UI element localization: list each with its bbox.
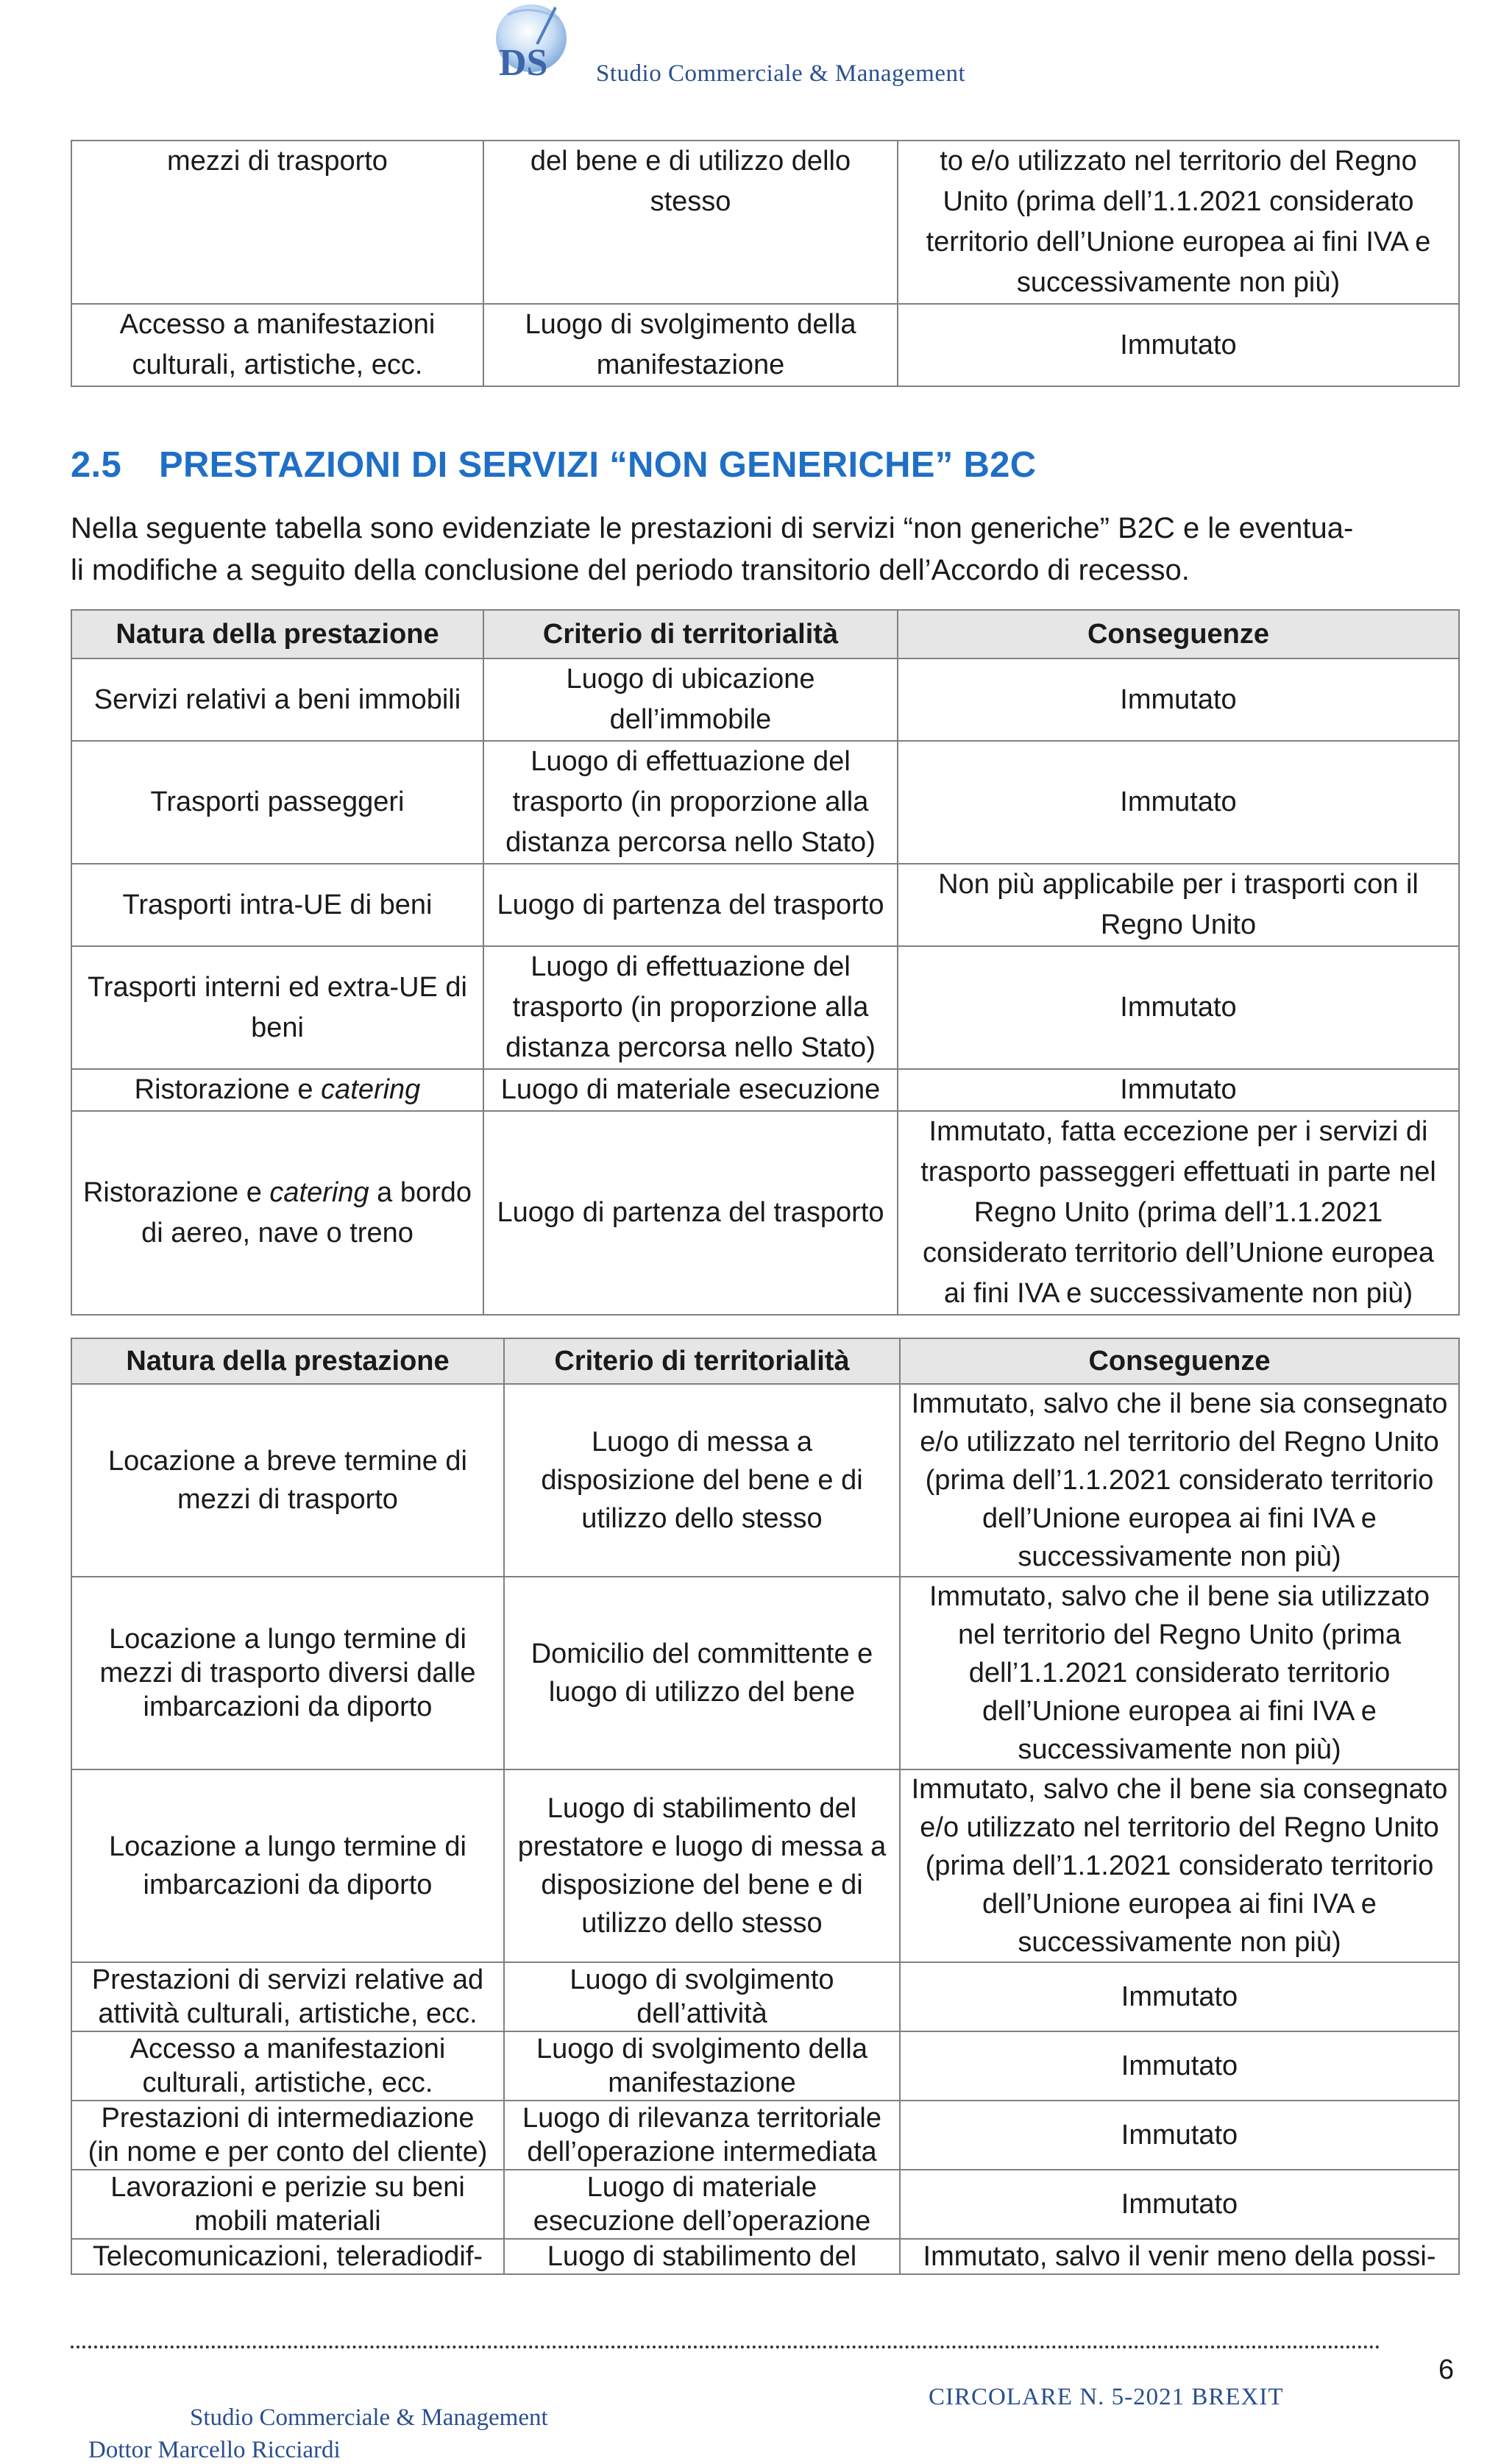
cell-text: Ristorazione e — [82, 1176, 262, 1208]
table-cell: Luogo di rilevanza territoriale dell’operazione intermediata — [504, 2101, 900, 2170]
table-cell: Luogo di messa a disposizione del bene e di utilizzo dello stesso — [504, 1384, 900, 1577]
table-cell — [71, 1111, 483, 1315]
table-cell: Luogo di materiale esecuzione dell’operazione — [504, 2170, 900, 2239]
cell-italic-text: catering — [269, 1176, 369, 1208]
table-cell: Luogo di effettuazione del trasporto (in proporzione alla distanza percorsa nello Stato) — [483, 946, 898, 1069]
table-cell: Immutato — [898, 304, 1459, 386]
table-cell: Trasporti intra-UE di beni — [71, 864, 483, 946]
column-header: Criterio di territorialità — [483, 610, 898, 658]
studio-logo-icon — [486, 0, 581, 87]
svg-text:DS: DS — [499, 42, 548, 84]
table-header-row — [71, 1338, 1459, 1384]
section-intro — [71, 508, 1461, 592]
table-cell: Prestazioni di servizi relative ad attività culturali, artistiche, ecc. — [71, 1962, 504, 2031]
table-cell: Immutato, salvo che il bene sia utilizzato nel territorio del Regno Unito (prima dell’1.1.2021 considerato territorio dell’Unione europea ai fini IVA e successivamente non più) — [900, 1577, 1459, 1769]
table-cell: Trasporti passeggeri — [71, 741, 483, 864]
table-cell: Luogo di svolgimento della manifestazione — [504, 2031, 900, 2101]
cell-text: a bordo di aereo, nave o treno — [141, 1176, 472, 1249]
table-row — [71, 1111, 1459, 1315]
table-row — [71, 864, 1459, 946]
table-cell: Luogo di stabilimento del prestatore e luogo di messa a disposizione del bene e di utilizzo dello stesso — [504, 1769, 900, 1962]
table-cell: Domicilio del committente e luogo di utilizzo del bene — [504, 1577, 900, 1769]
intro-line: li modifiche a seguito della conclusione del periodo transitorio dell’Accordo di recesso. — [71, 554, 1190, 586]
table-cell: Prestazioni di intermediazione (in nome e per conto del cliente) — [71, 2101, 504, 2170]
intro-line: Nella seguente tabella sono evidenziate le prestazioni di servizi “non generiche” B2C e le eventua- — [71, 512, 1354, 544]
table-cell: mezzi di trasporto — [71, 141, 483, 304]
column-header: Conseguenze — [900, 1338, 1459, 1384]
table-cell: Immutato — [898, 658, 1459, 741]
table-cell: Accesso a manifestazioni culturali, artistiche, ecc. — [71, 2031, 504, 2101]
table-row — [71, 1384, 1459, 1577]
table-row — [71, 741, 1459, 864]
table-cell: Luogo di stabilimento del — [504, 2239, 900, 2274]
table-cell: del bene e di utilizzo dello stesso — [483, 141, 898, 304]
section-number: 2.5 — [71, 445, 122, 485]
footer-author: Dottor Marcello Ricciardi — [88, 2437, 341, 2463]
footer-brand: Studio Commerciale & Management — [190, 2404, 548, 2431]
table-row — [71, 141, 1459, 304]
table-cell: Immutato — [898, 946, 1459, 1069]
table-cell: to e/o utilizzato nel territorio del Regno Unito (prima dell’1.1.2021 considerato territorio dell’Unione europea ai fini IVA e successivamente non più) — [898, 141, 1459, 304]
column-header: Natura della prestazione — [71, 610, 483, 658]
services-table-second — [71, 1338, 1460, 2275]
table-cell: Immutato — [900, 2101, 1459, 2170]
table-row — [71, 2101, 1459, 2170]
table-continued — [71, 140, 1460, 387]
table-cell — [71, 1069, 483, 1111]
brand-name: Studio Commerciale & Management — [596, 60, 966, 87]
section-title — [71, 444, 1036, 486]
table-header-row — [71, 610, 1459, 658]
table-cell: Immutato — [900, 2031, 1459, 2101]
services-table — [71, 609, 1460, 1316]
table-row — [71, 946, 1459, 1069]
page-number: 6 — [1438, 2354, 1455, 2385]
table-row — [71, 1069, 1459, 1111]
table-cell: Telecomunicazioni, teleradiodif- — [71, 2239, 504, 2274]
cell-italic-text: catering — [321, 1074, 421, 1105]
circular-reference: CIRCOLARE N. 5-2021 BREXIT — [929, 2384, 1284, 2410]
table-cell: Trasporti interni ed extra-UE di beni — [71, 946, 483, 1069]
column-header: Natura della prestazione — [71, 1338, 504, 1384]
table-cell: Immutato — [900, 1962, 1459, 2031]
table-row — [71, 1962, 1459, 2031]
table-cell: Locazione a breve termine di mezzi di trasporto — [71, 1384, 504, 1577]
column-header: Criterio di territorialità — [504, 1338, 900, 1384]
table-row — [71, 2170, 1459, 2239]
table-cell: Locazione a lungo termine di mezzi di trasporto diversi dalle imbarcazioni da diporto — [71, 1577, 504, 1769]
table-cell: Immutato — [898, 1069, 1459, 1111]
table-cell: Immutato, salvo che il bene sia consegnato e/o utilizzato nel territorio del Regno Unito (prima dell’1.1.2021 considerato territorio dell’Unione europea ai fini IVA e successivamente non più) — [900, 1384, 1459, 1577]
table-row — [71, 2239, 1459, 2274]
table-cell: Immutato, salvo il venir meno della possi- — [900, 2239, 1459, 2274]
table-cell: Servizi relativi a beni immobili — [71, 658, 483, 741]
table-cell: Luogo di effettuazione del trasporto (in proporzione alla distanza percorsa nello Stato) — [483, 741, 898, 864]
table-row — [71, 304, 1459, 386]
table-cell: Luogo di ubicazione dell’immobile — [483, 658, 898, 741]
table-cell: Accesso a manifestazioni culturali, artistiche, ecc. — [71, 304, 483, 386]
table-cell: Locazione a lungo termine di imbarcazioni da diporto — [71, 1769, 504, 1962]
table-row — [71, 1577, 1459, 1769]
table-cell: Immutato, fatta eccezione per i servizi di trasporto passeggeri effettuati in parte nel Regno Unito (prima dell’1.1.2021 considerato territorio dell’Unione europea ai fini IVA e successivamente non più) — [898, 1111, 1459, 1315]
footer-divider — [71, 2346, 1380, 2348]
table-cell: Luogo di partenza del trasporto — [483, 1111, 898, 1315]
table-cell: Luogo di svolgimento della manifestazione — [483, 304, 898, 386]
cell-text: Ristorazione e — [134, 1074, 313, 1105]
table-row — [71, 1769, 1459, 1962]
table-cell: Luogo di materiale esecuzione — [483, 1069, 898, 1111]
column-header: Conseguenze — [898, 610, 1459, 658]
table-cell: Immutato, salvo che il bene sia consegnato e/o utilizzato nel territorio del Regno Unito (prima dell’1.1.2021 considerato territorio dell’Unione europea ai fini IVA e successivamente non più) — [900, 1769, 1459, 1962]
table-row — [71, 658, 1459, 741]
section-heading: PRESTAZIONI DI SERVIZI “NON GENERICHE” B2C — [159, 445, 1037, 485]
table-cell: Luogo di partenza del trasporto — [483, 864, 898, 946]
page-header — [0, 0, 1487, 110]
table-cell: Luogo di svolgimento dell’attività — [504, 1962, 900, 2031]
table-cell: Immutato — [900, 2170, 1459, 2239]
table-cell: Lavorazioni e perizie su beni mobili materiali — [71, 2170, 504, 2239]
table-row — [71, 2031, 1459, 2101]
table-cell: Immutato — [898, 741, 1459, 864]
table-cell: Non più applicabile per i trasporti con il Regno Unito — [898, 864, 1459, 946]
